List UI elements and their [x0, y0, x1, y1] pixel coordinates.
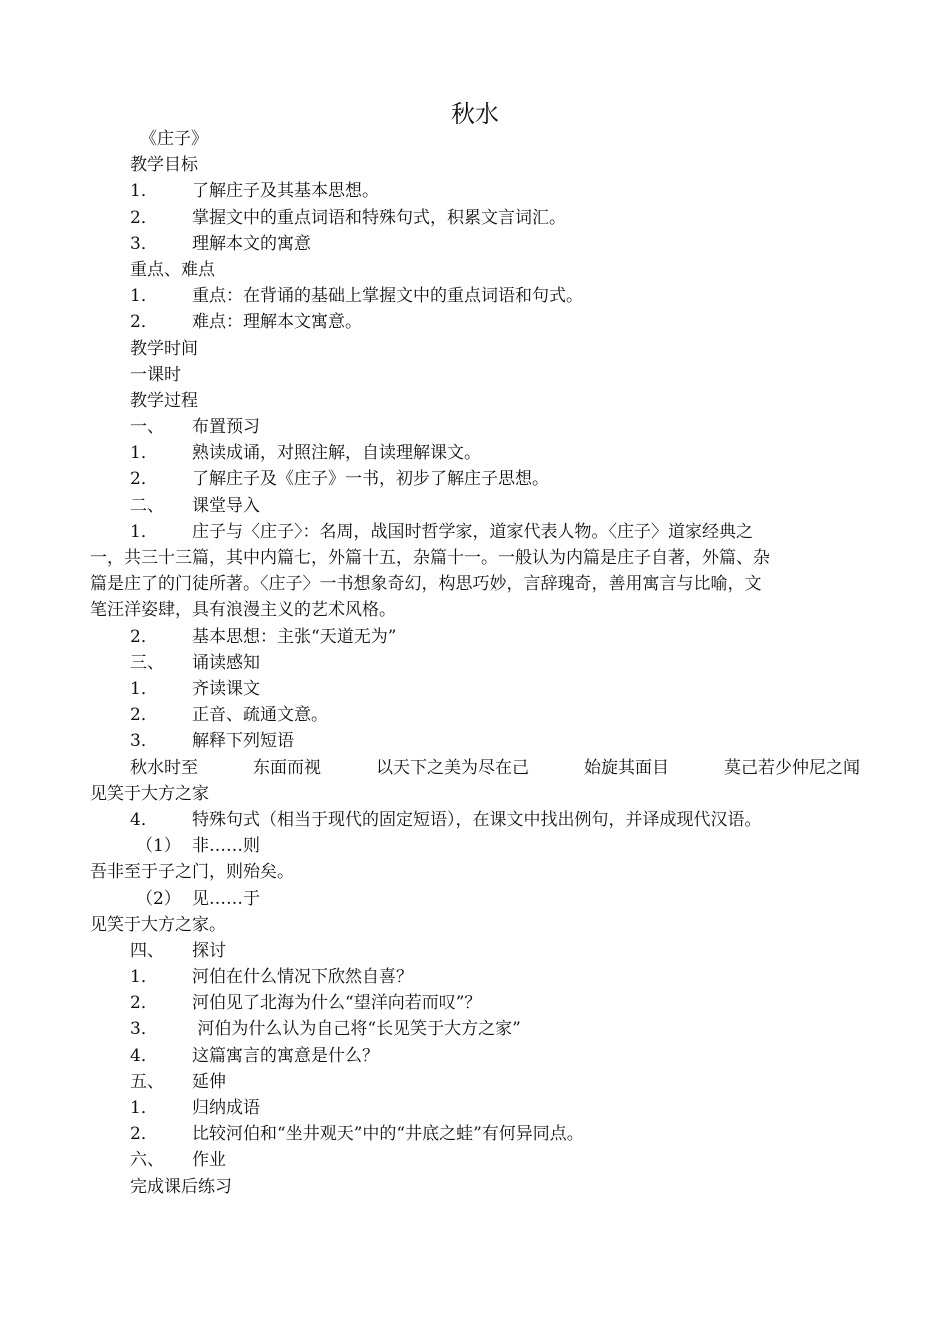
- text-line: [90, 912, 860, 938]
- line-text: 非……则: [192, 836, 260, 857]
- numbered-line: [90, 886, 860, 912]
- line-text: 教学目标: [130, 155, 198, 176]
- phrase-item: 见笑于大方之家: [90, 783, 209, 804]
- item-number: （1）: [136, 836, 181, 857]
- phrase-item: 东面而视: [253, 757, 321, 778]
- numbered-line: [90, 1147, 860, 1173]
- numbered-line: [90, 1016, 860, 1042]
- line-text: 探讨: [192, 940, 226, 961]
- numbered-line: [90, 833, 860, 859]
- item-number: 1．: [130, 1098, 158, 1118]
- section-block-3: [90, 807, 860, 1200]
- item-number: 一、: [130, 417, 164, 438]
- paragraph-line-4: 笔汪洋姿肆，具有浪漫主义的艺术风格。: [90, 600, 396, 621]
- text-line: [90, 152, 860, 178]
- item-number: 二、: [130, 495, 164, 516]
- numbered-line: [90, 1069, 860, 1095]
- line-text: 了解庄子及其基本思想。: [192, 181, 379, 202]
- numbered-line: [90, 728, 860, 754]
- numbered-line: [90, 702, 860, 728]
- line-text: 河伯见了北海为什么“望洋向若而叹”？: [192, 993, 482, 1014]
- numbered-line: [90, 807, 860, 833]
- item-number: 3．: [130, 233, 158, 254]
- item-number: 六、: [130, 1150, 164, 1171]
- line-text: 归纳成语: [192, 1098, 260, 1118]
- line-text: 完成课后练习: [130, 1176, 232, 1197]
- item-number: 2．: [130, 312, 158, 333]
- numbered-line: [90, 624, 860, 650]
- line-text: 比较河伯和“坐井观天”中的“井底之蛙”有何异同点。: [192, 1124, 584, 1145]
- line-text: 重点、难点: [130, 259, 215, 280]
- line-text: 课堂导入: [192, 495, 260, 516]
- item-number: 1．: [130, 521, 158, 542]
- line-text: 这篇寓言的寓意是什么？: [192, 1045, 379, 1066]
- item-number: 1．: [130, 967, 158, 988]
- item-number: 1．: [130, 679, 158, 699]
- item-number: 三、: [130, 652, 164, 673]
- text-line: [90, 859, 860, 885]
- numbered-line: [90, 938, 860, 964]
- line-text: 了解庄子及《庄子》一书，初步了解庄子思想。: [192, 469, 549, 490]
- line-text: 布置预习: [192, 417, 260, 438]
- numbered-line: [90, 1043, 860, 1069]
- phrase-list: [90, 755, 860, 781]
- line-text: 正音、疏通文意。: [192, 705, 328, 726]
- line-text: 吾非至于子之门，则殆矣。: [90, 862, 294, 883]
- line-text: 重点：在背诵的基础上掌握文中的重点词语和句式。: [192, 286, 583, 307]
- line-text: 河伯为什么认为自己将“长见笑于大方之家”: [192, 1019, 521, 1040]
- line-text: 难点：理解本文寓意。: [192, 312, 362, 333]
- numbered-line: [90, 440, 860, 466]
- intro-paragraph: [90, 519, 860, 624]
- line-text: 教学过程: [130, 390, 198, 411]
- line-text: 掌握文中的重点词语和特殊句式，积累文言词汇。: [192, 207, 566, 228]
- phrase-item: 秋水时至: [130, 757, 198, 778]
- numbered-line: [90, 650, 860, 676]
- item-number: 2．: [130, 705, 158, 726]
- numbered-line: [90, 414, 860, 440]
- text-line: [90, 388, 860, 414]
- line-text: 见……于: [192, 888, 260, 909]
- text-line: [90, 336, 860, 362]
- line-text: 延伸: [192, 1071, 226, 1092]
- item-number: 1．: [130, 181, 158, 202]
- numbered-line: [90, 309, 860, 335]
- numbered-line: [90, 1121, 860, 1147]
- text-line: [90, 1174, 860, 1200]
- paragraph-line-2: 一，共三十三篇，其中内篇七，外篇十五，杂篇十一。一般认为内篇是庄子自著，外篇、杂: [90, 548, 770, 569]
- line-text: 一课时: [130, 364, 181, 385]
- item-number: 2．: [130, 469, 158, 490]
- numbered-line: [90, 493, 860, 519]
- section-block-2: [90, 624, 860, 755]
- numbered-line: [90, 283, 860, 309]
- numbered-line: [90, 1095, 860, 1121]
- line-text: 见笑于大方之家。: [90, 914, 226, 935]
- line-text: 教学时间: [130, 338, 198, 359]
- phrase-item: 莫己若少仲尼之闻: [724, 757, 860, 778]
- item-number: 四、: [130, 940, 164, 961]
- phrase-item: 以天下之美为尽在己: [376, 757, 529, 778]
- paragraph-line-3: 篇是庄了的门徒所著。〈庄子〉一书想象奇幻，构思巧妙，言辞瑰奇，善用寓言与比喻，文: [90, 574, 762, 595]
- line-text: 特殊句式（相当于现代的固定短语），在课文中找出例句，并译成现代汉语。: [192, 809, 762, 830]
- source-line: 《庄子》: [140, 129, 208, 149]
- numbered-line: [90, 231, 860, 257]
- numbered-line: [90, 205, 860, 231]
- phrase-item: 始旋其面目: [584, 757, 669, 778]
- line-text: 诵读感知: [192, 652, 260, 673]
- numbered-line: [90, 964, 860, 990]
- document-title: 秋水: [451, 100, 499, 128]
- line-text: 齐读课文: [192, 679, 260, 699]
- text-line: [90, 257, 860, 283]
- item-number: （2）: [136, 888, 181, 909]
- item-number: 2．: [130, 207, 158, 228]
- line-text: 解释下列短语: [192, 731, 294, 752]
- item-number: 4．: [130, 1045, 158, 1066]
- text-line: [90, 362, 860, 388]
- numbered-line: [90, 178, 860, 204]
- line-text: 河伯在什么情况下欣然自喜？: [192, 967, 413, 988]
- numbered-line: [90, 990, 860, 1016]
- line-text: 理解本文的寓意: [192, 233, 311, 254]
- numbered-line: [90, 676, 860, 702]
- item-number: 4．: [130, 809, 158, 830]
- document-body: [90, 126, 860, 1200]
- numbered-line: [90, 466, 860, 492]
- paragraph-line-1: 庄子与〈庄子〉：名周，战国时哲学家，道家代表人物。〈庄子〉道家经典之: [192, 521, 753, 542]
- section-block-1: [90, 152, 860, 519]
- item-number: 3．: [130, 731, 158, 752]
- item-number: 2．: [130, 993, 158, 1014]
- item-number: 2．: [130, 1124, 158, 1145]
- line-text: 基本思想：主张“天道无为”: [192, 626, 397, 647]
- line-text: 作业: [192, 1150, 226, 1171]
- line-text: 熟读成诵，对照注解，自读理解课文。: [192, 443, 481, 464]
- item-number: 五、: [130, 1071, 164, 1092]
- item-number: 1．: [130, 443, 158, 464]
- item-number: 2．: [130, 626, 158, 647]
- item-number: 1．: [130, 286, 158, 307]
- item-number: 3．: [130, 1019, 158, 1040]
